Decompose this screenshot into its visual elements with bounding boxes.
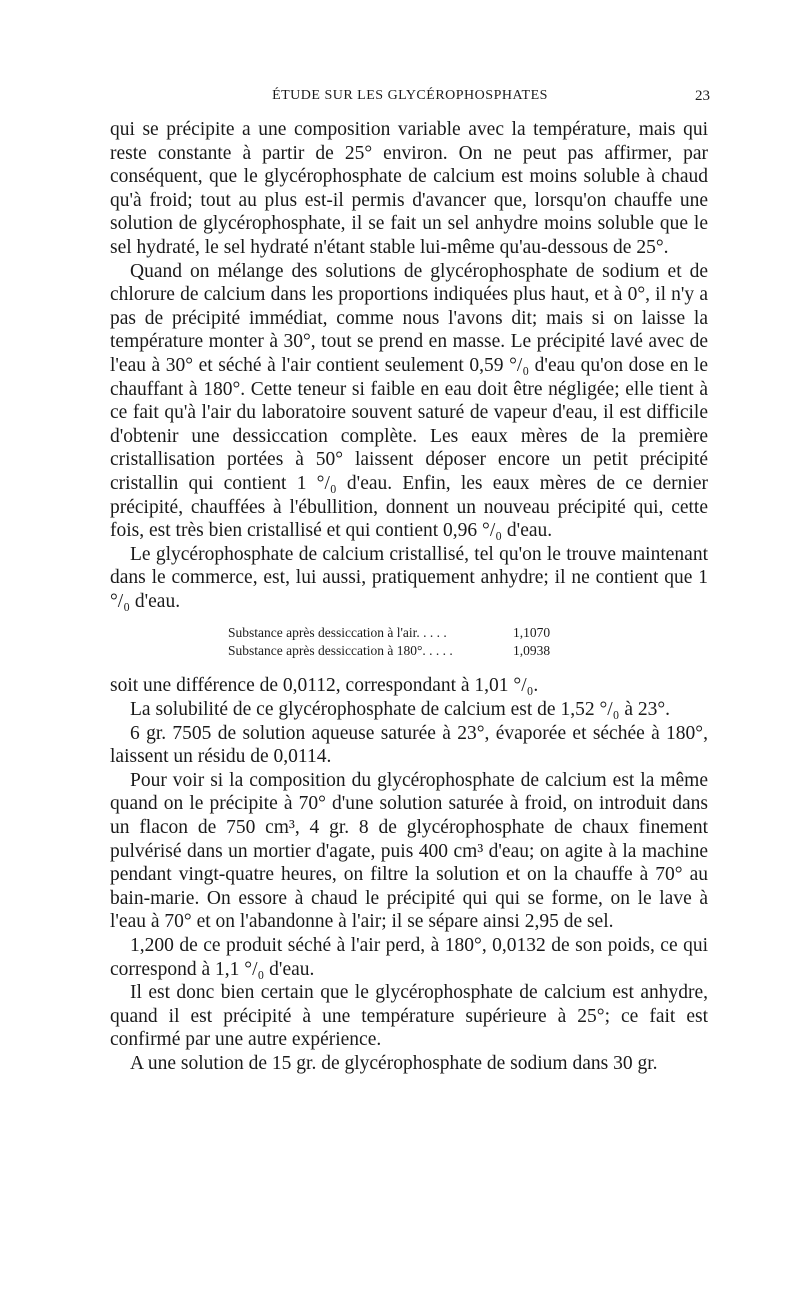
paragraph: Il est donc bien certain que le glycérophosphate de calcium est anhydre, quand il est précipité à une température supérieure à 25°; ce fait est confirmé par une autre expérience. — [110, 982, 708, 1051]
running-title: ÉTUDE SUR LES GLYCÉROPHOSPHATES — [272, 88, 548, 103]
paragraph: A une solution de 15 gr. de glycérophosphate de sodium dans 30 gr. — [130, 1052, 658, 1074]
paragraph: 6 gr. 7505 de solution aqueuse saturée à 23°, évaporée et séchée à 180°, laissent un résidu de 0,0114. — [110, 722, 708, 768]
measurement-row — [228, 642, 708, 660]
measurement-row — [228, 624, 708, 642]
measurement-value: 1,1070 — [513, 625, 551, 641]
measurement-label: Substance après dessiccation à l'air. . . . . — [228, 625, 447, 641]
paragraph-continued: soit une différence de 0,0112, correspondant à 1,01 °/₀. — [110, 675, 539, 697]
paragraph: Pour voir si la composition du glycérophosphate de calcium est la même quand on le précipite à 70° d'une solution saturée à froid, on introduit dans un flacon de 750 cm³, 4 gr. 8 de glycérophosphate de chaux finement pulvérisé dans un mortier d'agate, puis 400 cm³ d'eau; on agite à la machine pendant vingt-quatre heures, on filtre la solution et on la chauffe à 70° au bain-marie. On essore à chaud le précipité qui qui se forme, on le lave à l'eau à 70° et on l'abandonne à l'air; il se sépare ainsi 2,95 de sel. — [110, 769, 708, 933]
page-number: 23 — [695, 88, 710, 104]
paragraph: Quand on mélange des solutions de glycérophosphate de sodium et de chlorure de calcium dans les proportions indiquées plus haut, et à 0°, il n'y a pas de précipité immédiat, comme nous l'avons dit; mais si on laisse la température monter à 30°, tout se prend en masse. Le précipité lavé avec de l'eau à 30° et séché à l'air contient seulement 0,59 °/₀ d'eau qu'on dose en le chauffant à 180°. Cette teneur si faible en eau doit être négligée; elle tient à ce fait qu'à l'air du laboratoire souvent saturé de vapeur d'eau, il est difficile d'obtenir une dessiccation complète. Les eaux mères de la première cristallisation portées à 50° laissent déposer encore un petit précipité cristallin qui contient 1 °/₀ d'eau. Enfin, les eaux mères de ce dernier précipité, chauffées à l'ébullition, donnent un nouveau précipité qui, cette fois, est très bien cristallisé et qui contient 0,96 °/₀ d'eau. — [110, 260, 708, 542]
measurement-value: 1,0938 — [513, 643, 551, 659]
page-header — [110, 88, 710, 110]
paragraph-continued: qui se précipite a une composition variable avec la température, mais qui reste constante à partir de 25° environ. On ne peut pas affirmer, par conséquent, que le glycérophosphate de calcium est moins soluble à chaud qu'à froid; tout au plus est-il permis d'avancer que, lorsqu'on chauffe une solution de glycérophosphate, il se fait un sel anhydre moins soluble que le sel hydraté, le sel hydraté n'étant stable lui-même qu'au-dessous de 25°. — [110, 119, 708, 258]
measurement-label: Substance après dessiccation à 180°. . . . . — [228, 643, 453, 659]
paragraph: Le glycérophosphate de calcium cristallisé, tel qu'on le trouve maintenant dans le commerce, est, lui aussi, pratiquement anhydre; il ne contient que 1 °/₀ d'eau. — [110, 543, 708, 612]
paragraph: La solubilité de ce glycérophosphate de calcium est de 1,52 °/₀ à 23°. — [130, 699, 671, 721]
measurement-table — [228, 624, 708, 660]
body-text — [110, 118, 708, 1076]
paragraph: 1,200 de ce produit séché à l'air perd, à 180°, 0,0132 de son poids, ce qui correspond à 1,1 °/₀ d'eau. — [110, 935, 708, 980]
